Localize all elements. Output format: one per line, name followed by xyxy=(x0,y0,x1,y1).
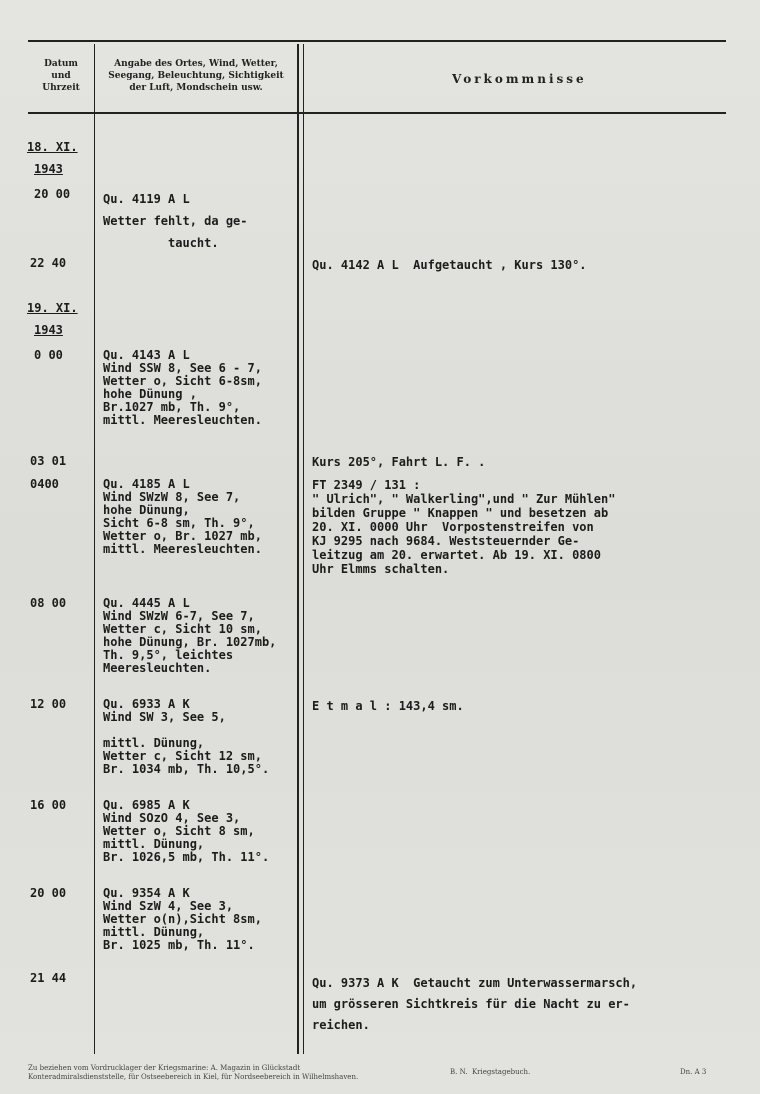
entry-events: Qu. 9373 A K Getaucht zum Unterwassermarsch, um grösseren Sichtkreis für die Nacht zu er- reichen. xyxy=(312,976,638,1032)
entry-time: 21 44 xyxy=(30,971,67,985)
date-day-1: 18. XI. xyxy=(27,140,78,154)
entry-time: 22 40 xyxy=(30,256,67,270)
column-divider-3 xyxy=(303,44,304,1054)
entry-place: Qu. 4143 A L Wind SSW 8, See 6 - 7, Wetter o, Sicht 6-8sm, hohe Dünung , Br.1027 mb, Th. 9°, mittl. Meeresleuchten. xyxy=(103,348,262,427)
entry-time: 20 00 xyxy=(30,886,67,900)
entry-time: 03 01 xyxy=(30,454,67,468)
date-day-2: 19. XI. xyxy=(27,301,78,315)
entry-events: Kurs 205°, Fahrt L. F. . xyxy=(312,455,486,469)
entry-place: Qu. 6985 A K Wind SOzO 4, See 3, Wetter o, Sicht 8 sm, mittl. Dünung, Br. 1026,5 mb, Th. 11°. xyxy=(103,798,270,864)
entry-events: FT 2349 / 131 : " Ulrich", " Walkerling",und " Zur Mühlen" bilden Gruppe " Knappen " und besetzen ab 20. XI. 0000 Uhr Vorpostenstreifen von KJ 9295 nach 9684. Weststeuernder Ge- leitzug am 20. erwartet. Ab 19. XI. 0800 Uhr Elmms schalten. xyxy=(312,478,616,576)
header-place-weather: Angabe des Ortes, Wind, Wetter, Seegang, Beleuchtung, Sichtigkeit der Luft, Mondschein usw. xyxy=(108,59,284,93)
entry-place: Qu. 9354 A K Wind SzW 4, See 3, Wetter o(n),Sicht 8sm, mittl. Dünung, Br. 1025 mb, Th. 11°. xyxy=(103,886,262,952)
table-top-rule xyxy=(28,40,726,42)
footer-form-title: B. N. Kriegstagebuch. xyxy=(450,1068,531,1076)
header-events: Vorkommnisse xyxy=(452,72,587,86)
entry-place: Qu. 4119 A L Wetter fehlt, da ge- taucht. xyxy=(103,192,248,250)
entry-time: 0 00 xyxy=(34,348,63,362)
entry-time: 0400 xyxy=(30,477,59,491)
entry-events: E t m a l : 143,4 sm. xyxy=(312,699,464,713)
header-date-time: Datum und Uhrzeit xyxy=(42,59,80,93)
header-bottom-rule xyxy=(28,112,726,114)
entry-events: Qu. 4142 A L Aufgetaucht , Kurs 130°. xyxy=(312,258,587,272)
date-year-1: 1943 xyxy=(34,162,63,176)
entry-time: 20 00 xyxy=(34,187,71,201)
column-divider-1 xyxy=(94,44,95,1054)
bleed-through-text xyxy=(450,150,662,215)
footer-form-number: Dn. A 3 xyxy=(680,1068,707,1076)
entry-time: 12 00 xyxy=(30,697,67,711)
entry-time: 08 00 xyxy=(30,596,67,610)
entry-time: 16 00 xyxy=(30,798,67,812)
date-year-2: 1943 xyxy=(34,323,63,337)
footer-supply-note: Zu beziehen vom Vordrucklager der Kriegsmarine: A. Magazin in Glückstadt Konteradmiralsdienststelle, für Ostseebereich in Kiel, für Nordseebereich in Wilhelmshaven. xyxy=(28,1064,359,1081)
entry-place: Qu. 6933 A K Wind SW 3, See 5, mittl. Dünung, Wetter c, Sicht 12 sm, Br. 1034 mb, Th. 10,5°. xyxy=(103,697,270,776)
column-divider-2 xyxy=(297,44,299,1054)
entry-place: Qu. 4185 A L Wind SWzW 8, See 7, hohe Dünung, Sicht 6-8 sm, Th. 9°, Wetter o, Br. 1027 mb, mittl. Meeresleuchten. xyxy=(103,477,262,556)
entry-place: Qu. 4445 A L Wind SWzW 6-7, See 7, Wetter c, Sicht 10 sm, hohe Dünung, Br. 1027mb, Th. 9,5°, leichtes Meeresleuchten. xyxy=(103,596,277,675)
